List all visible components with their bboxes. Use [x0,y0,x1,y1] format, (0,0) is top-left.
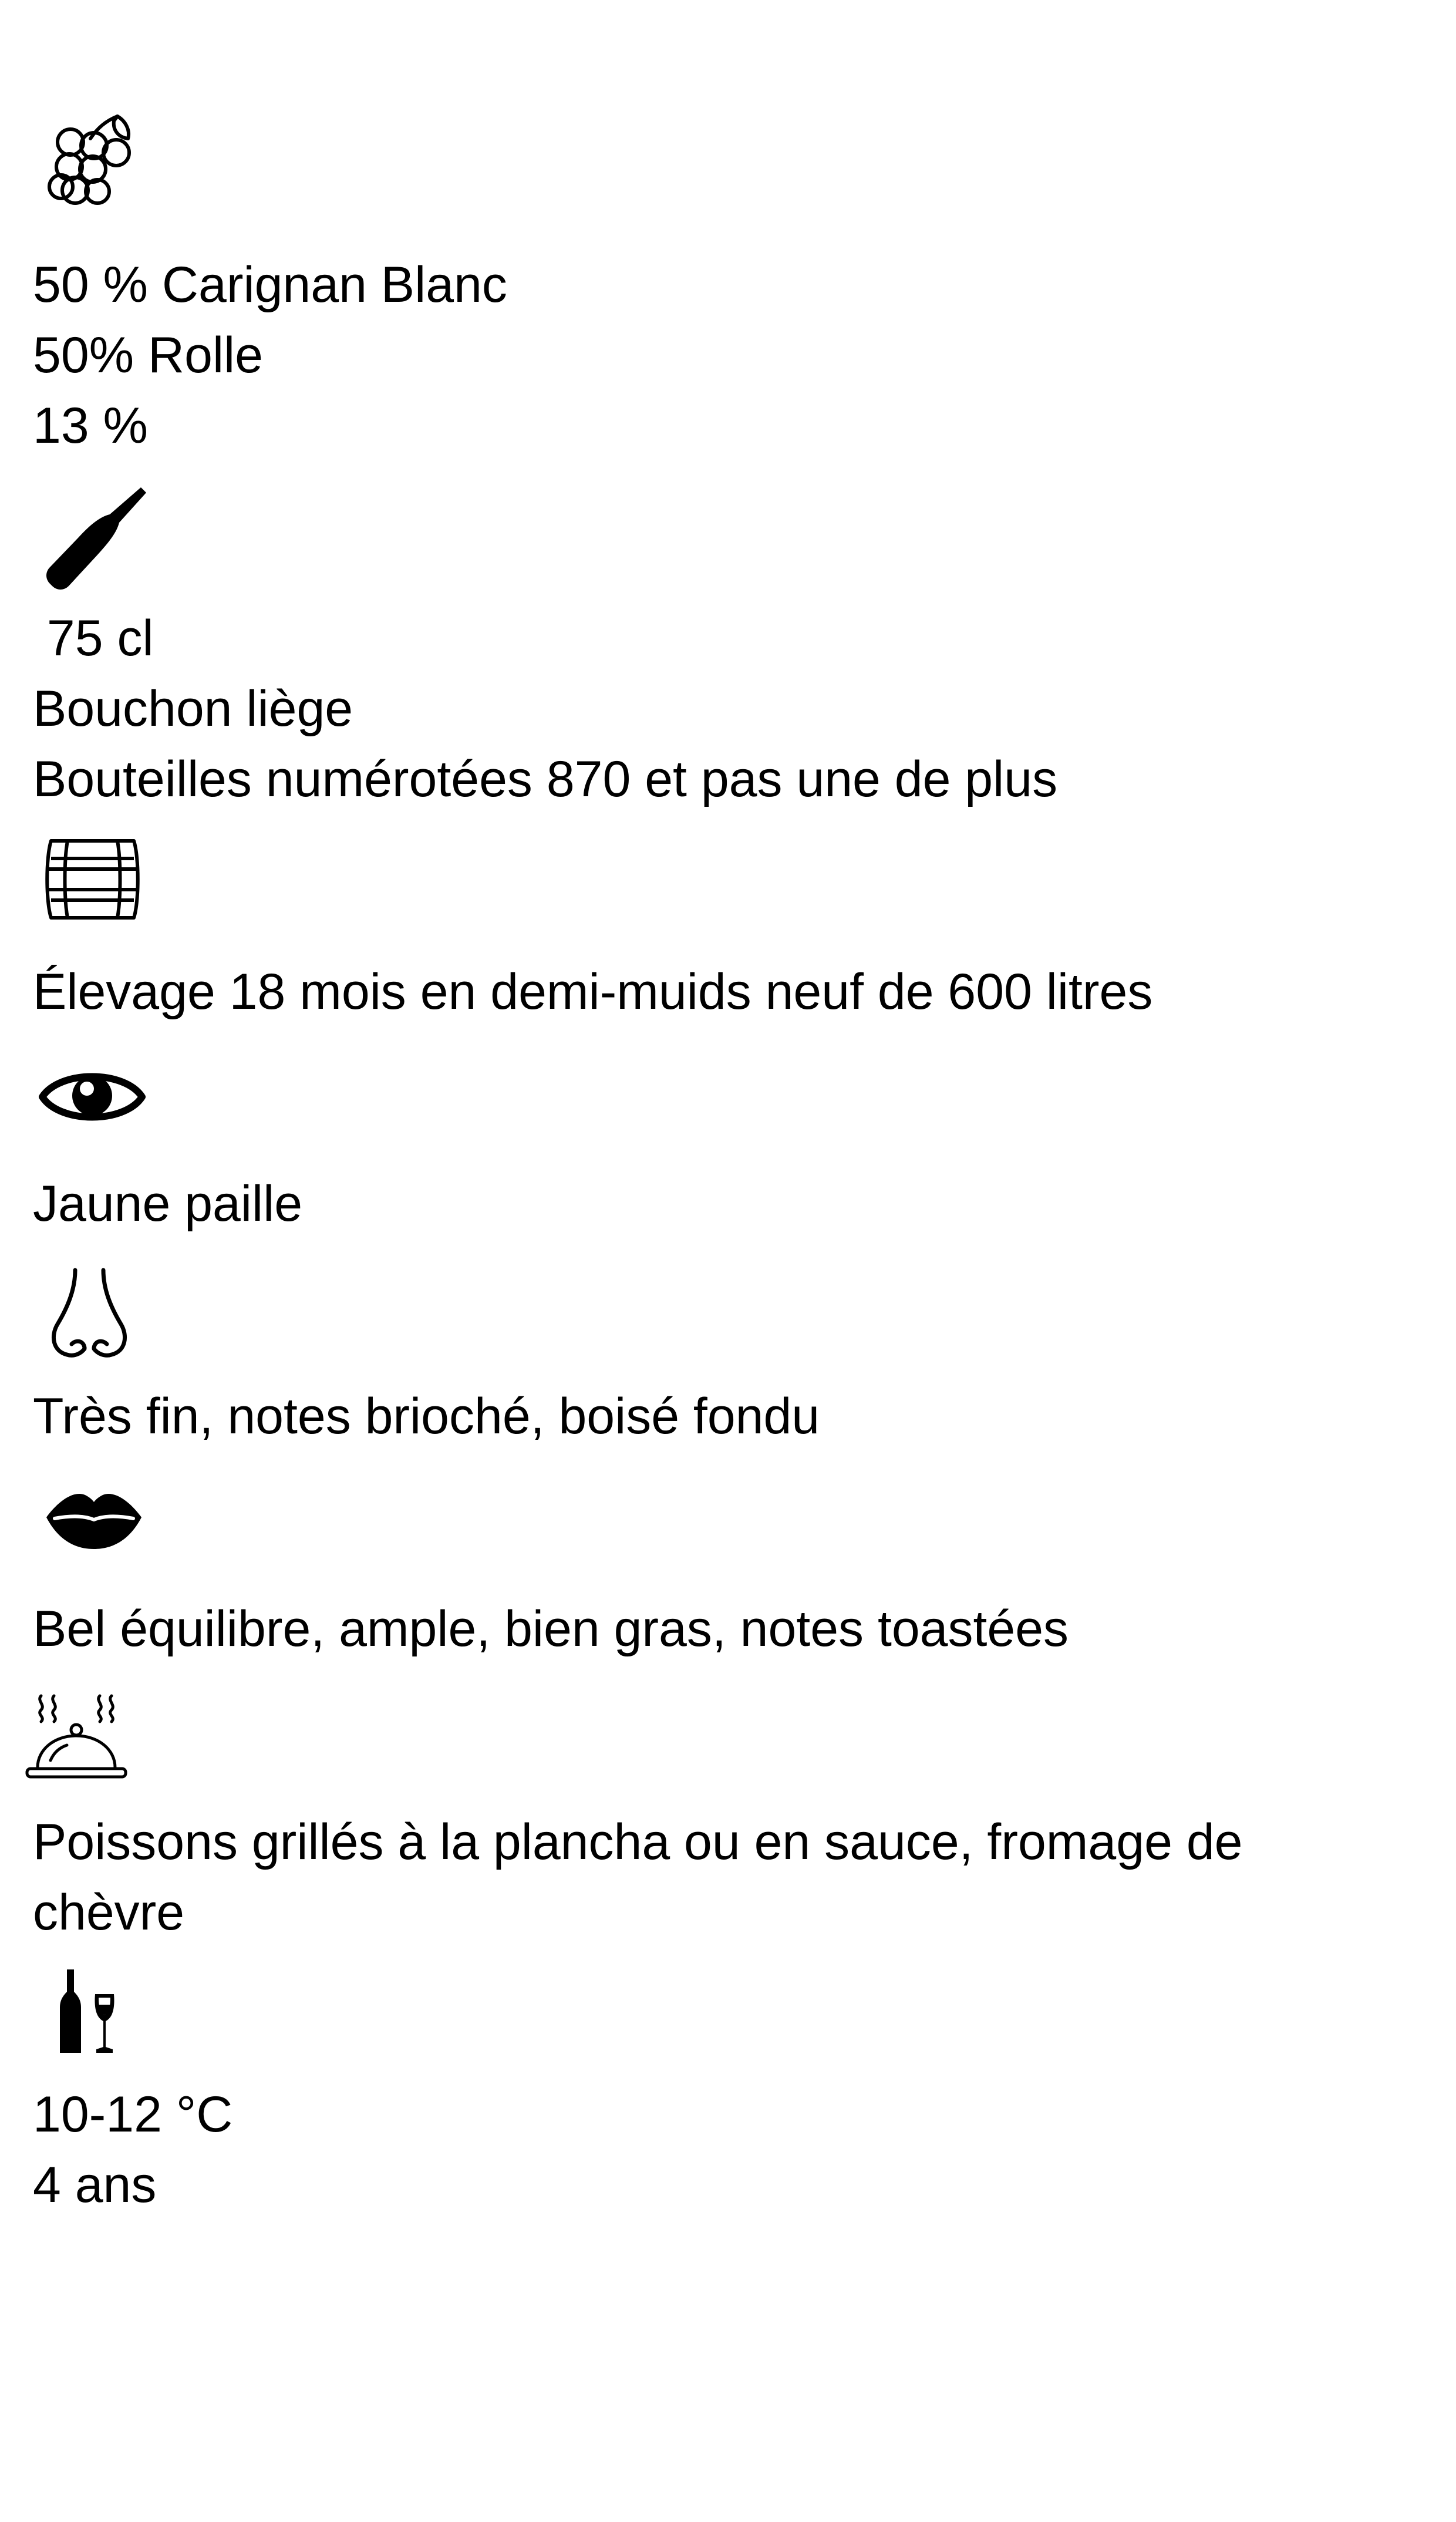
numbered-bottles-line: Bouteilles numérotées 870 et pas une de plus [33,751,1058,807]
cork-line: Bouchon liège [33,681,353,737]
lips-icon [44,1487,144,1551]
wine-bottle-icon [44,483,150,594]
eye-icon [36,1062,148,1132]
accords-line-2: chèvre [33,1884,185,1941]
bottle-and-glass-icon [56,1967,121,2055]
cepage-line-2: 50% Rolle [33,327,263,383]
volume-line: 75 cl [33,610,154,666]
garde-line: 4 ans [33,2157,157,2213]
robe-line: Jaune paille [33,1176,303,1232]
serving-cloche-icon [23,1691,129,1785]
nose-icon [48,1265,130,1365]
barrel-icon [44,834,141,925]
cepage-line-1: 50 % Carignan Blanc [33,257,507,313]
nez-line: Très fin, notes brioché, boisé fondu [33,1388,820,1444]
accords-line-1: Poissons grillés à la plancha ou en sauce, fromage de [33,1814,1243,1870]
elevage-line: Élevage 18 mois en demi-muids neuf de 600 litres [33,964,1153,1020]
temperature-line: 10-12 °C [33,2086,233,2143]
grapes-icon [36,105,142,210]
bouche-line: Bel équilibre, ample, bien gras, notes toastées [33,1601,1069,1657]
degree-line: 13 % [33,398,149,454]
